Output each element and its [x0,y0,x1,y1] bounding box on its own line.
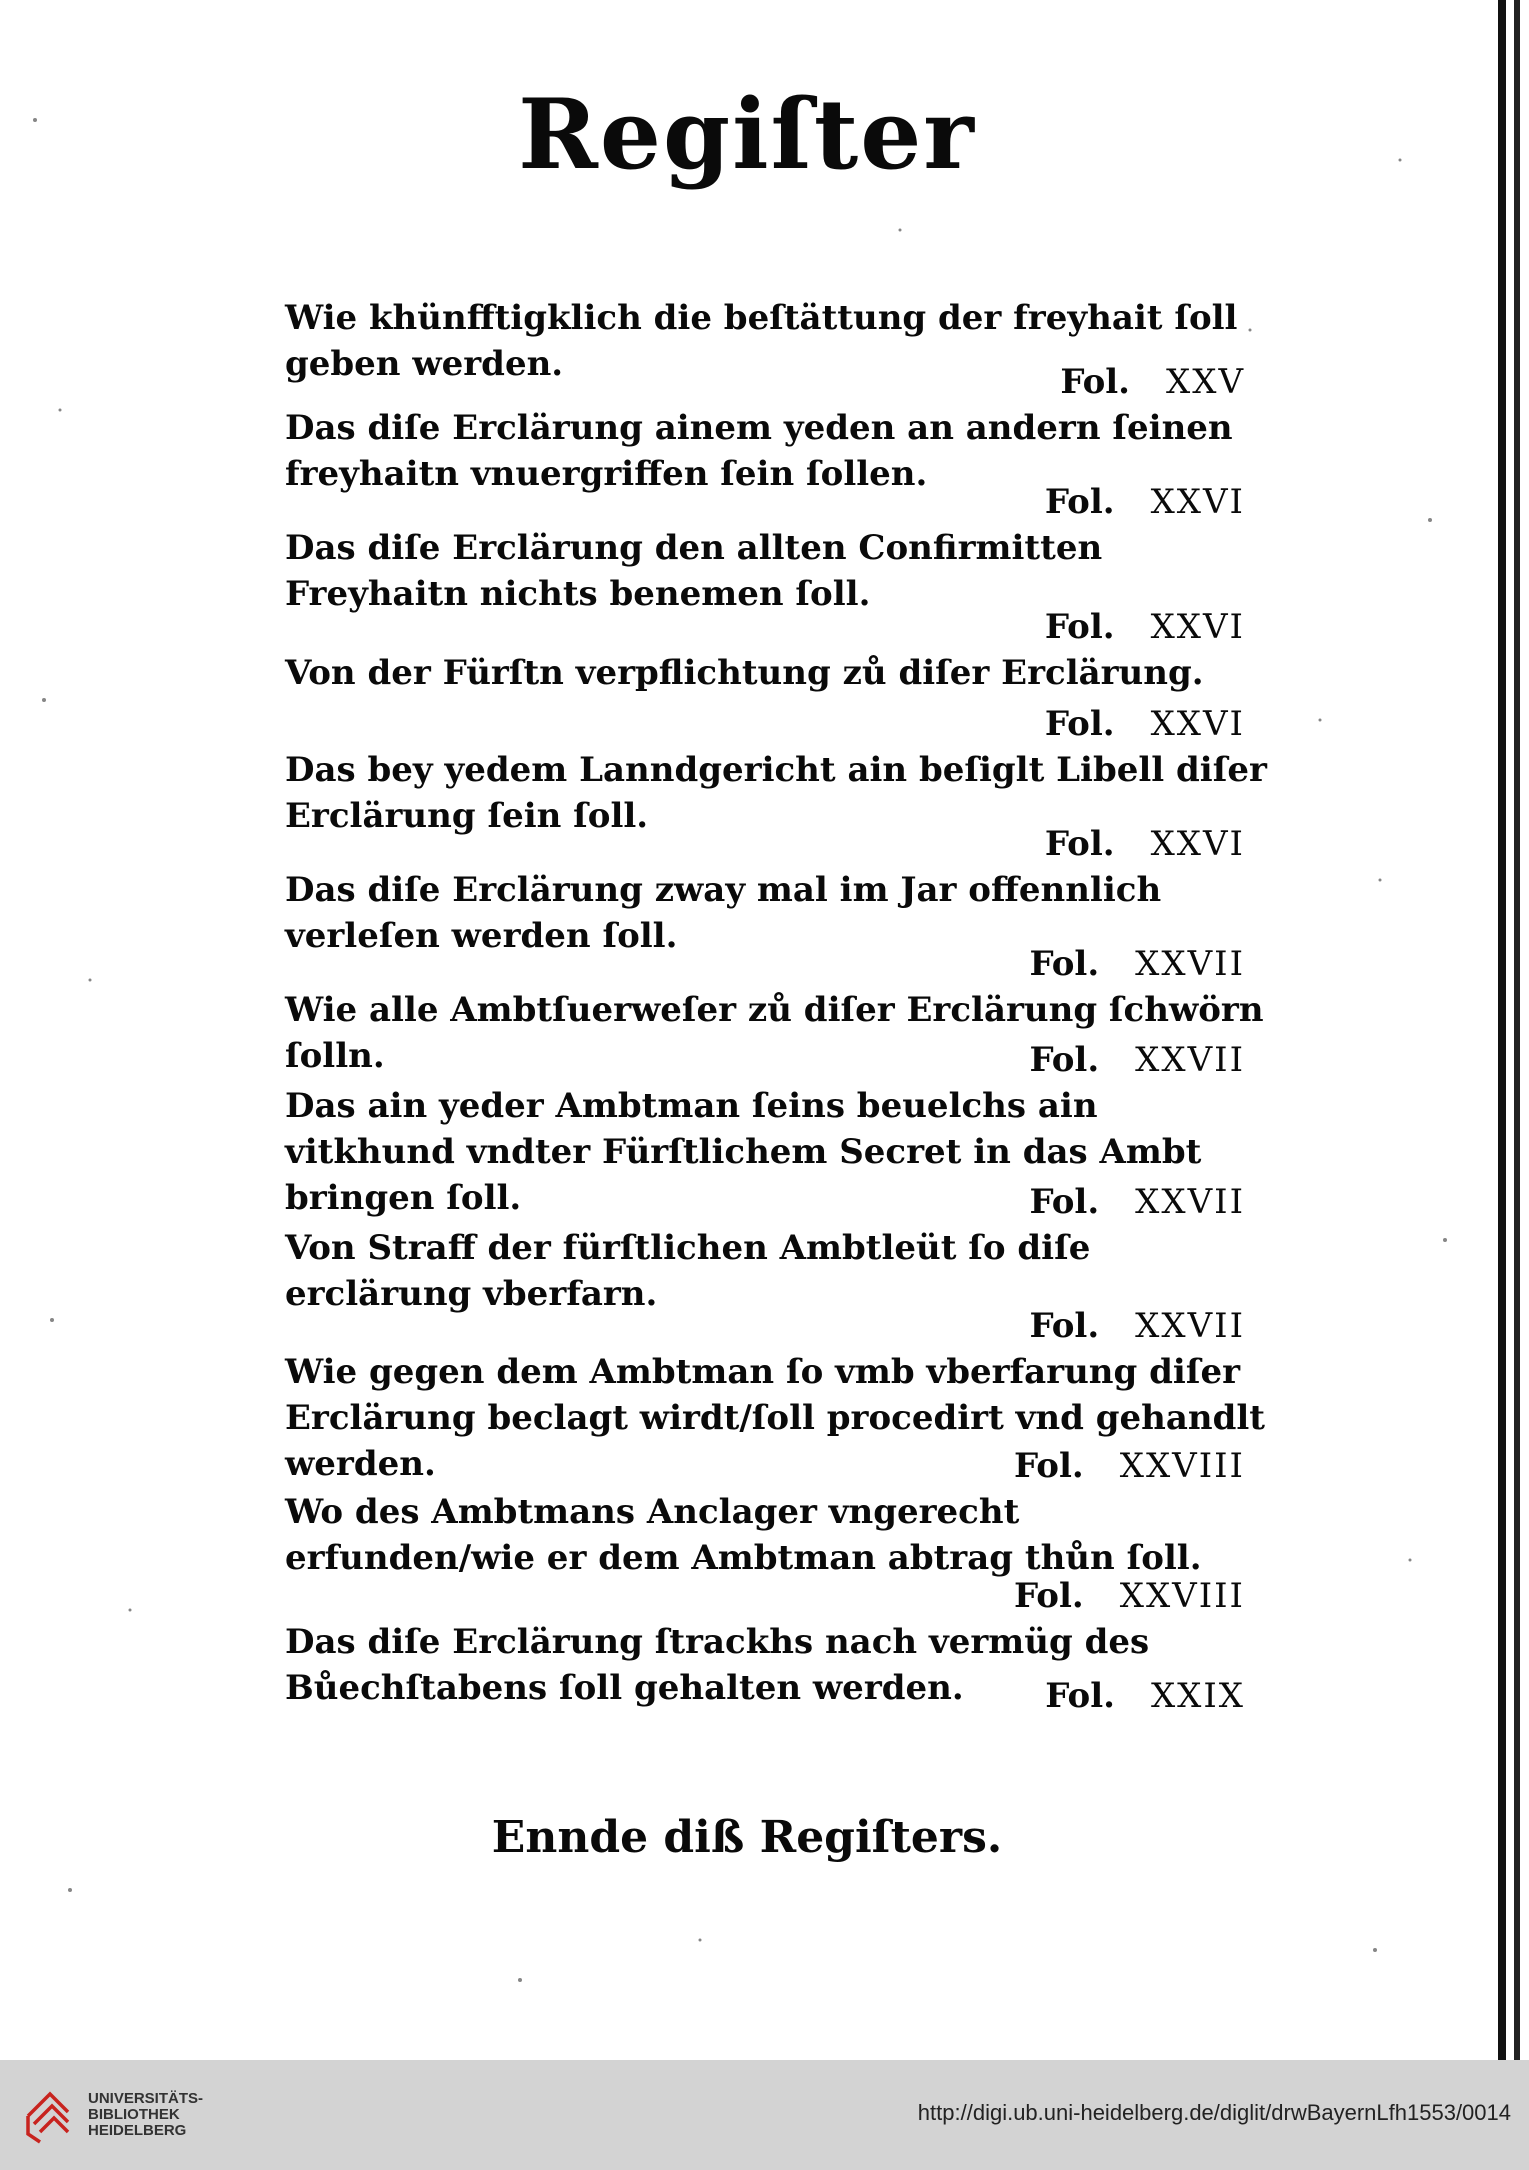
folio-label: Fol. [1029,944,1100,984]
folio-label: Fol. [1045,1676,1115,1716]
folio-number: XXIX [1150,1676,1245,1716]
entry-text: Wie gegen dem Ambtman ſo vmb vberfarung diſer Erclärung beclagt wirdt/ſoll procedirt vnd gehandlt werden. [285,1352,1265,1484]
scan-edge [1494,0,1529,2060]
folio-label: Fol. [1060,362,1131,402]
register-end: Ennde diß Regiſters. [491,1812,1003,1863]
folio-ref [1029,1179,1245,1225]
entry-text: Wo des Ambtmans Anclager vngerecht erfunden/wie er dem Ambtman abtrag thůn ſoll. [285,1492,1202,1578]
institution-line: BIBLIOTHEK [88,2106,180,2123]
register-entry [285,1349,1275,1489]
folio-ref [1014,1573,1245,1619]
page-title: Regiſter [518,78,976,191]
institution-line: HEIDELBERG [88,2122,187,2139]
entry-text: Wie khünfftigklich die beſtättung der freyhait ſoll geben werden. [285,298,1238,384]
folio-number: XXVI [1150,824,1245,864]
institution-name [88,2091,203,2139]
folio-label: Fol. [1044,607,1115,647]
folio-label: Fol. [1014,1446,1084,1486]
institution-line: UNIVERSITÄTS- [88,2090,204,2107]
register-entry [285,867,1275,987]
folio-ref [1014,1443,1245,1489]
folio-number: XXVIII [1119,1446,1245,1486]
folio-number: XXVI [1150,482,1245,522]
register-entry [285,747,1275,867]
entry-text: Von der Fürſtn verpflichtung zů diſer Erclärung. [285,653,1204,693]
folio-label: Fol. [1044,482,1115,522]
entry-text: Das diſe Erclärung den allten Confirmitten Freyhaitn nichts benemen ſoll. [285,528,1103,614]
register-entry [285,295,1275,405]
folio-label: Fol. [1044,704,1115,744]
register-entry [285,987,1275,1083]
folio-label: Fol. [1029,1040,1100,1080]
folio-number: XXVII [1135,1040,1245,1080]
register-entry [285,525,1275,650]
permalink-url[interactable]: http://digi.ub.uni-heidelberg.de/diglit/drwBayernLfh1553/0014 [917,2100,1511,2125]
folio-number: XXVI [1150,607,1245,647]
register-entry [285,1225,1275,1349]
register-entry [285,405,1275,525]
folio-ref [1045,604,1245,650]
register-entry [285,1619,1275,1719]
folio-number: XXV [1166,362,1245,402]
folio-label: Fol. [1029,1182,1100,1222]
folio-number: XXVII [1135,1182,1245,1222]
entry-text: Das diſe Erclärung ſtrackhs nach vermüg des Bůechſtabens ſoll gehalten werden. [285,1622,1150,1708]
folio-number: XXVIII [1119,1576,1245,1616]
entry-text: Das diſe Erclärung ainem yeden an andern ſeinen freyhaitn vnuergriffen ſein ſollen. [285,408,1233,494]
folio-label: Fol. [1014,1576,1084,1616]
folio-number: XXVII [1135,1306,1245,1346]
entry-text: Das diſe Erclärung zway mal im Jar offennlich verleſen werden ſoll. [285,870,1162,956]
folio-ref [1029,1037,1245,1083]
folio-label: Fol. [1044,824,1115,864]
folio-label: Fol. [1029,1306,1100,1346]
entry-text: Von Straff der fürſtlichen Ambtleüt ſo diſe erclärung vberfarn. [285,1228,1091,1314]
folio-number: XXVII [1135,944,1245,984]
folio-ref [1045,701,1245,747]
entry-text: Das ain yeder Ambtman ſeins beuelchs ain vitkhund vndter Fürſtlichem Secret in das Ambt bringen ſoll. [285,1086,1202,1218]
folio-ref [1029,941,1245,987]
entry-text: Wie alle Ambtſuerweſer zů diſer Erclärung ſchwörn ſolln. [285,990,1264,1076]
folio-ref [1045,821,1245,867]
folio-ref [1060,359,1245,405]
folio-number: XXVI [1150,704,1245,744]
folio-ref [1045,479,1245,525]
register-list [285,295,1275,1719]
footer-bar [0,2060,1529,2170]
entry-text: Das bey yedem Lanndgericht ain beſiglt Libell diſer Erclärung ſein ſoll. [285,750,1267,836]
library-logo-icon [20,2082,80,2146]
folio-ref [1045,1673,1245,1719]
folio-ref [1029,1303,1245,1349]
register-entry [285,1083,1275,1225]
register-entry [285,1489,1275,1619]
register-entry [285,650,1275,747]
